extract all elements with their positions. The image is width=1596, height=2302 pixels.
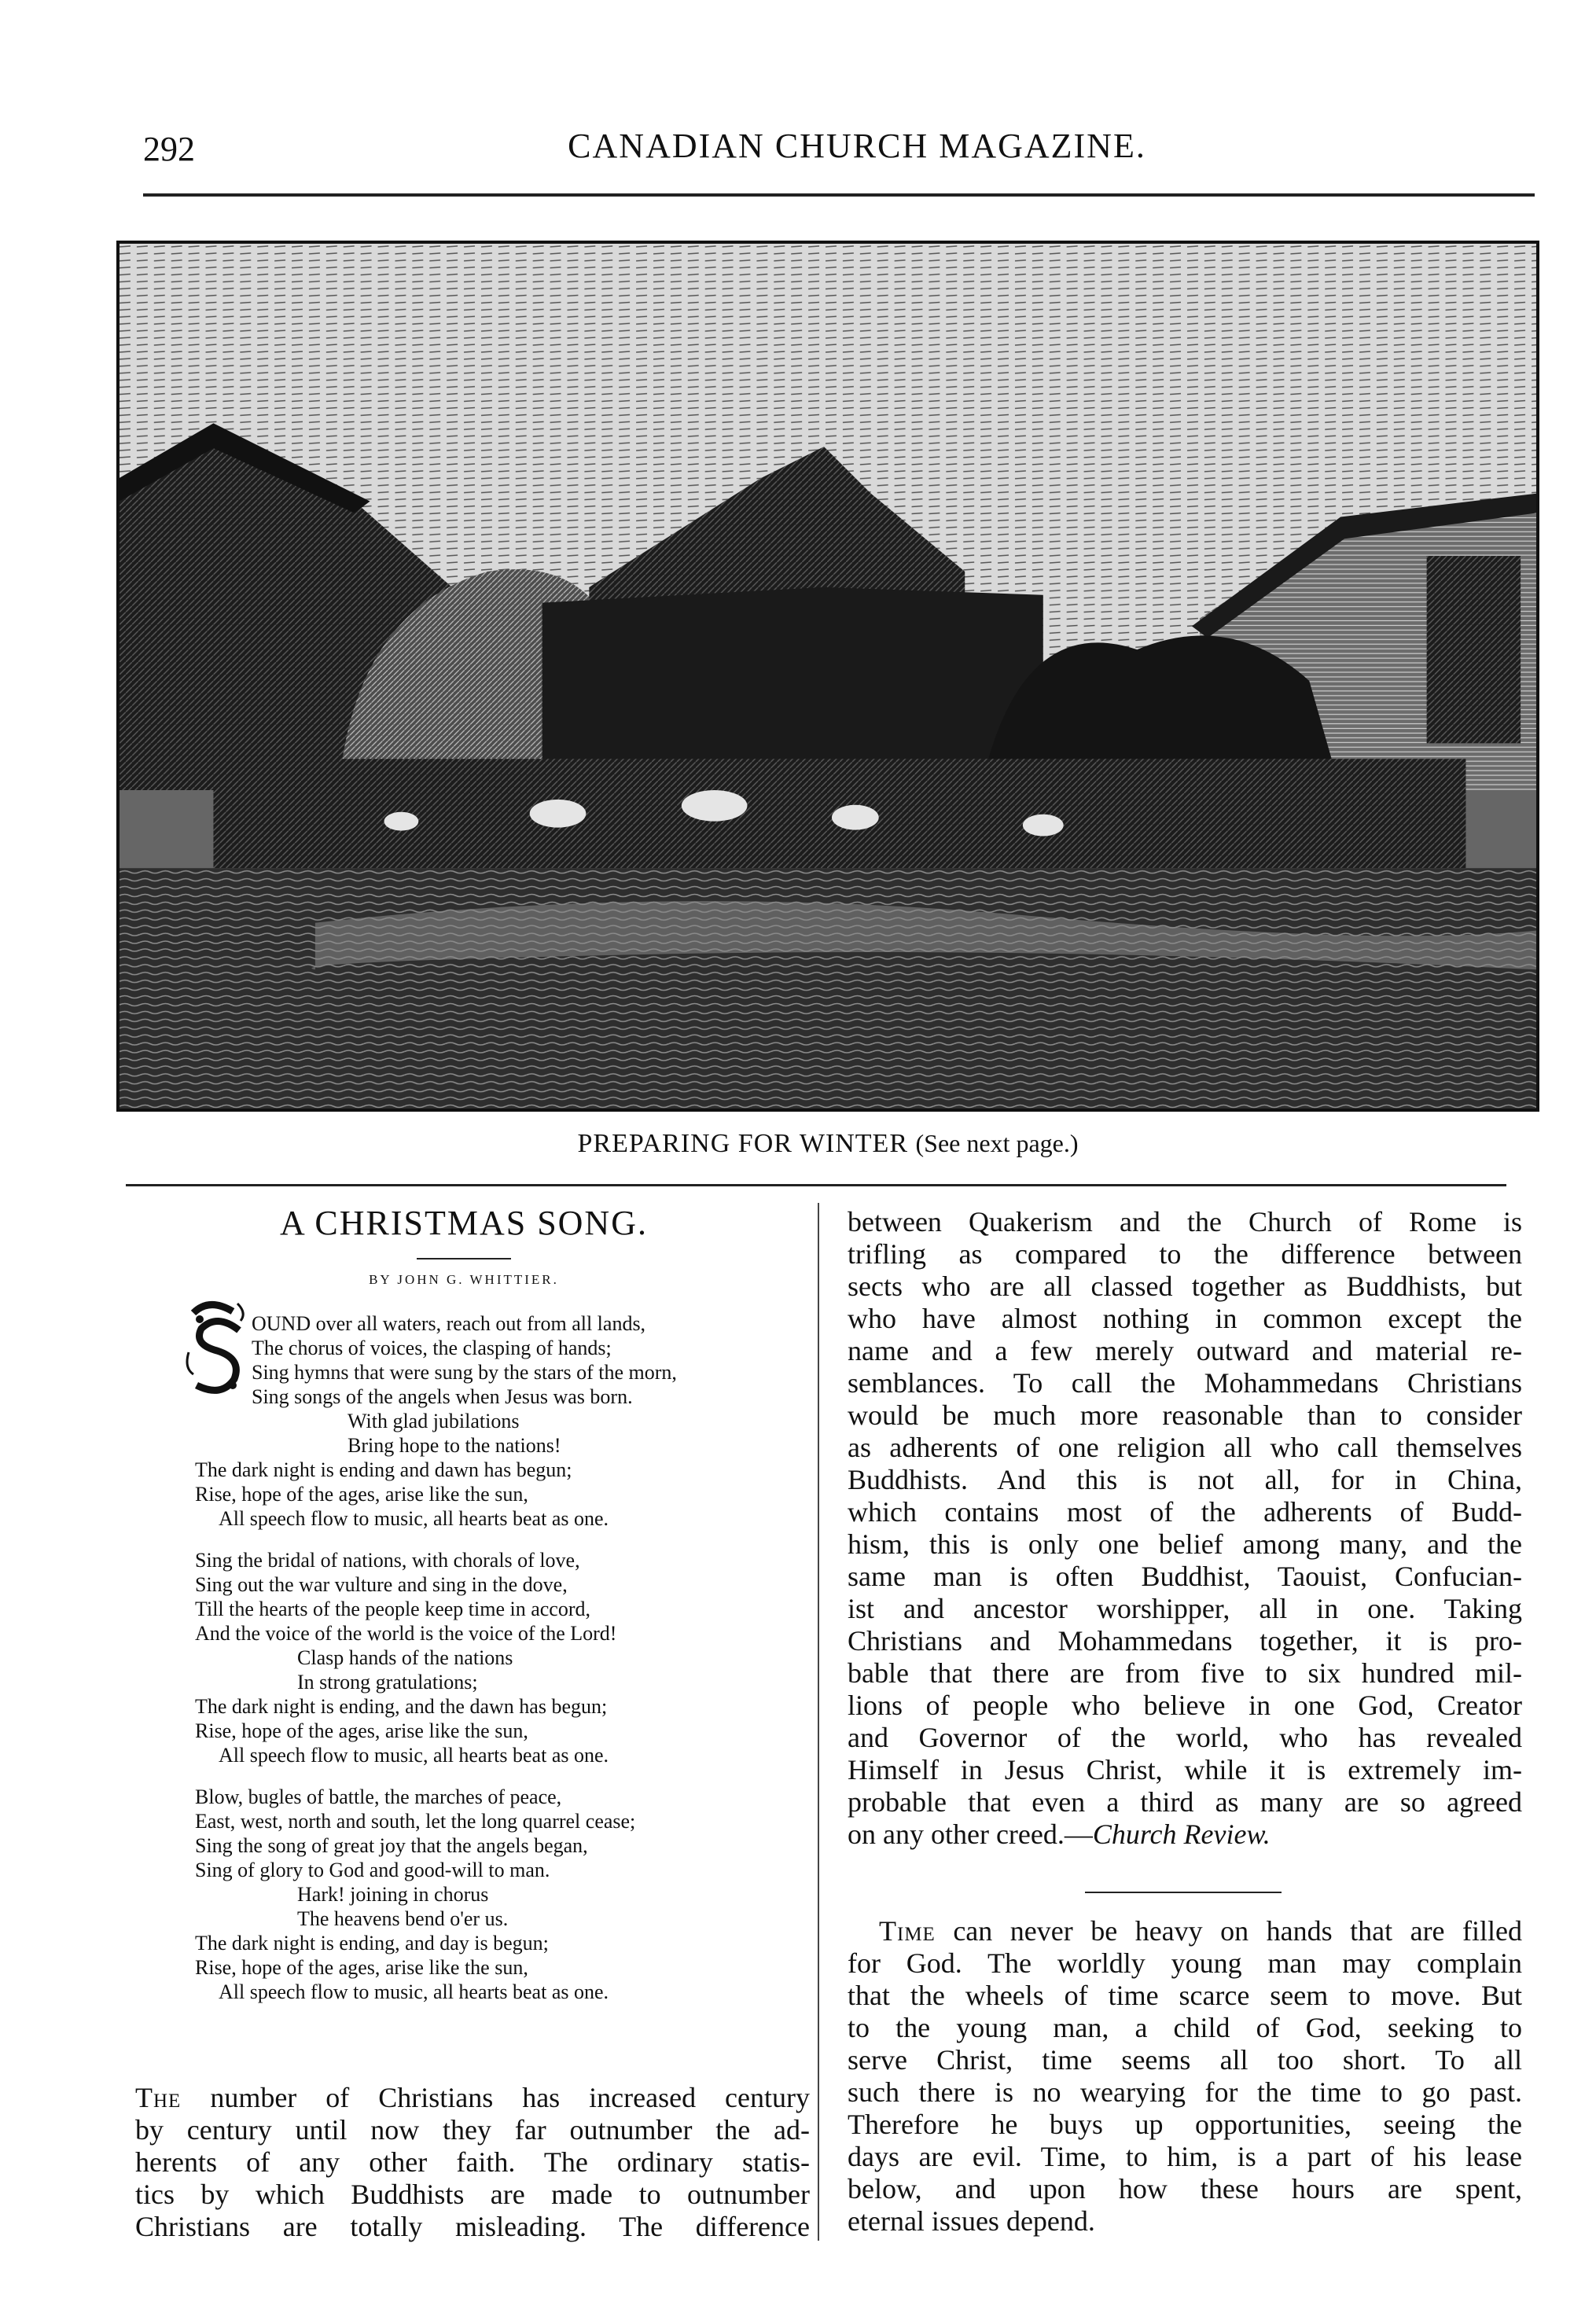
article-source: Church Review. xyxy=(1092,1818,1271,1850)
poem-line: Till the hearts of the people keep time in accord, xyxy=(195,1598,591,1620)
article-line: number of Christians has increased century xyxy=(210,2082,811,2113)
poem-line: Hark! joining in chorus xyxy=(297,1883,489,1906)
poem-line: Clasp hands of the nations xyxy=(297,1646,513,1669)
poem-line: Rise, hope of the ages, arise like the sun, xyxy=(195,1719,528,1742)
poem-line: The dark night is ending and dawn has begun; xyxy=(195,1458,572,1481)
header-rule xyxy=(143,193,1535,197)
article-line: trifling as compared to the difference between xyxy=(848,1238,1522,1270)
poem-line: The heavens bend o'er us. xyxy=(297,1907,509,1930)
engraving-illustration xyxy=(116,241,1539,1112)
article-line: semblances. To call the Mohammedans Christians xyxy=(848,1367,1522,1399)
poem-byline: BY JOHN G. WHITTIER. xyxy=(369,1272,559,1287)
poem-line: Rise, hope of the ages, arise like the sun, xyxy=(195,1956,528,1979)
poem-line: Rise, hope of the ages, arise like the sun, xyxy=(195,1483,528,1506)
article-line: and Governor of the world, who has revealed xyxy=(848,1722,1522,1753)
article-line: hism, this is only one belief among many, and the xyxy=(848,1528,1522,1560)
poem-line: And the voice of the world is the voice of the Lord! xyxy=(195,1622,617,1645)
poem-line: The dark night is ending, and the dawn has begun; xyxy=(195,1695,608,1718)
poem-line: All speech flow to music, all hearts beat as one. xyxy=(219,1744,609,1767)
page-number: 292 xyxy=(143,130,195,168)
right-house-wall xyxy=(1427,556,1521,743)
article-line: below, and upon how these hours are spent, xyxy=(848,2173,1522,2205)
poem-line: Sing the song of great joy that the angels began, xyxy=(195,1834,588,1857)
article-line: same man is often Buddhist, Taouist, Confucian- xyxy=(848,1561,1522,1592)
article-time xyxy=(848,1915,1522,2238)
poem-line: Bring hope to the nations! xyxy=(348,1434,561,1457)
article-line: eternal issues depend. xyxy=(848,2205,1095,2237)
poem-line: The chorus of voices, the clasping of hands; xyxy=(252,1337,612,1359)
figure-caption-title: PREPARING FOR WINTER xyxy=(577,1129,908,1158)
article-line: probable that even a third as many are so agreed xyxy=(848,1786,1522,1818)
poem-line: Sing the bridal of nations, with chorals of love, xyxy=(195,1549,580,1572)
article-line: as adherents of one religion all who call themselves xyxy=(848,1432,1522,1463)
article-line: lions of people who believe in one God, Creator xyxy=(848,1690,1522,1721)
article-line: sects who are all classed together as Buddhists, but xyxy=(848,1271,1522,1302)
article-buddhists-left xyxy=(135,2082,810,2243)
article-line: Himself in Jesus Christ, while it is extremely im- xyxy=(848,1754,1522,1785)
article-line: by century until now they far outnumber the ad- xyxy=(135,2114,810,2146)
article-line: can never be heavy on hands that are filled xyxy=(953,1915,1522,1947)
poem-line: All speech flow to music, all hearts beat as one. xyxy=(219,1980,609,2003)
article-line: on any other creed.— xyxy=(848,1818,1093,1850)
poem-line: OUND over all waters, reach out from all lands, xyxy=(252,1312,646,1335)
article-line: ist and ancestor worshipper, all in one. Taking xyxy=(848,1593,1522,1624)
figure-caption-note: (See next page.) xyxy=(915,1129,1079,1157)
poem-title: A CHRISTMAS SONG. xyxy=(280,1204,648,1242)
article-line: herents of any other faith. The ordinary statis- xyxy=(135,2146,810,2178)
article-line: to the young man, a child of God, seeking to xyxy=(848,2012,1522,2043)
article-line: days are evil. Time, to him, is a part of his lease xyxy=(848,2141,1522,2172)
article-line: Christians and Mohammedans together, it is pro- xyxy=(848,1625,1522,1657)
article-lead-word: The xyxy=(135,2082,182,2113)
article-line: for God. The worldly young man may complain xyxy=(848,1947,1522,1979)
poem-body xyxy=(195,1311,792,2004)
article-buddhists-right xyxy=(848,1206,1522,1851)
columns-rule xyxy=(126,1184,1506,1186)
article-line: bable that there are from five to six hundred mil- xyxy=(848,1657,1522,1689)
article-line: that the wheels of time scarce seem to move. But xyxy=(848,1980,1522,2011)
article-line: Therefore he buys up opportunities, seeing the xyxy=(848,2109,1522,2140)
poem-line: Sing hymns that were sung by the stars of the morn, xyxy=(252,1361,677,1384)
poem-line: All speech flow to music, all hearts beat as one. xyxy=(219,1507,609,1530)
poem-line: Sing songs of the angels when Jesus was born. xyxy=(252,1385,633,1408)
article-line: such there is no wearying for the time to go past. xyxy=(848,2076,1522,2108)
column-divider xyxy=(818,1203,819,2241)
poem-line: In strong gratulations; xyxy=(297,1671,478,1693)
article-line: would be much more reasonable than to consider xyxy=(848,1399,1522,1431)
article-line: serve Christ, time seems all too short. To all xyxy=(848,2044,1522,2076)
article-separator xyxy=(1085,1892,1282,1893)
article-line: which contains most of the adherents of Budd- xyxy=(848,1496,1522,1528)
poem-line: The dark night is ending, and day is begun; xyxy=(195,1932,549,1954)
poem-line: Blow, bugles of battle, the marches of peace, xyxy=(195,1785,562,1808)
article-lead-word: Time xyxy=(879,1915,936,1947)
poem-line: With glad jubilations xyxy=(348,1410,520,1432)
article-line: between Quakerism and the Church of Rome is xyxy=(848,1206,1522,1237)
poem-title-rule xyxy=(417,1258,511,1259)
article-line: name and a few merely outward and material re- xyxy=(848,1335,1522,1366)
farmyard-engraving xyxy=(120,244,1536,1109)
article-line: who have almost nothing in common except the xyxy=(848,1303,1522,1334)
article-line: Christians are totally misleading. The difference xyxy=(135,2211,810,2242)
poem-line: Sing out the war vulture and sing in the dove, xyxy=(195,1573,568,1596)
poem-line: Sing of glory to God and good-will to man. xyxy=(195,1859,550,1881)
article-line: tics by which Buddhists are made to outnumber xyxy=(135,2179,810,2210)
running-head: CANADIAN CHURCH MAGAZINE. xyxy=(568,127,1146,165)
poem-line: East, west, north and south, let the long quarrel cease; xyxy=(195,1810,636,1833)
figure-caption xyxy=(116,1129,1539,1159)
article-line: Buddhists. And this is not all, for in China, xyxy=(848,1464,1522,1495)
